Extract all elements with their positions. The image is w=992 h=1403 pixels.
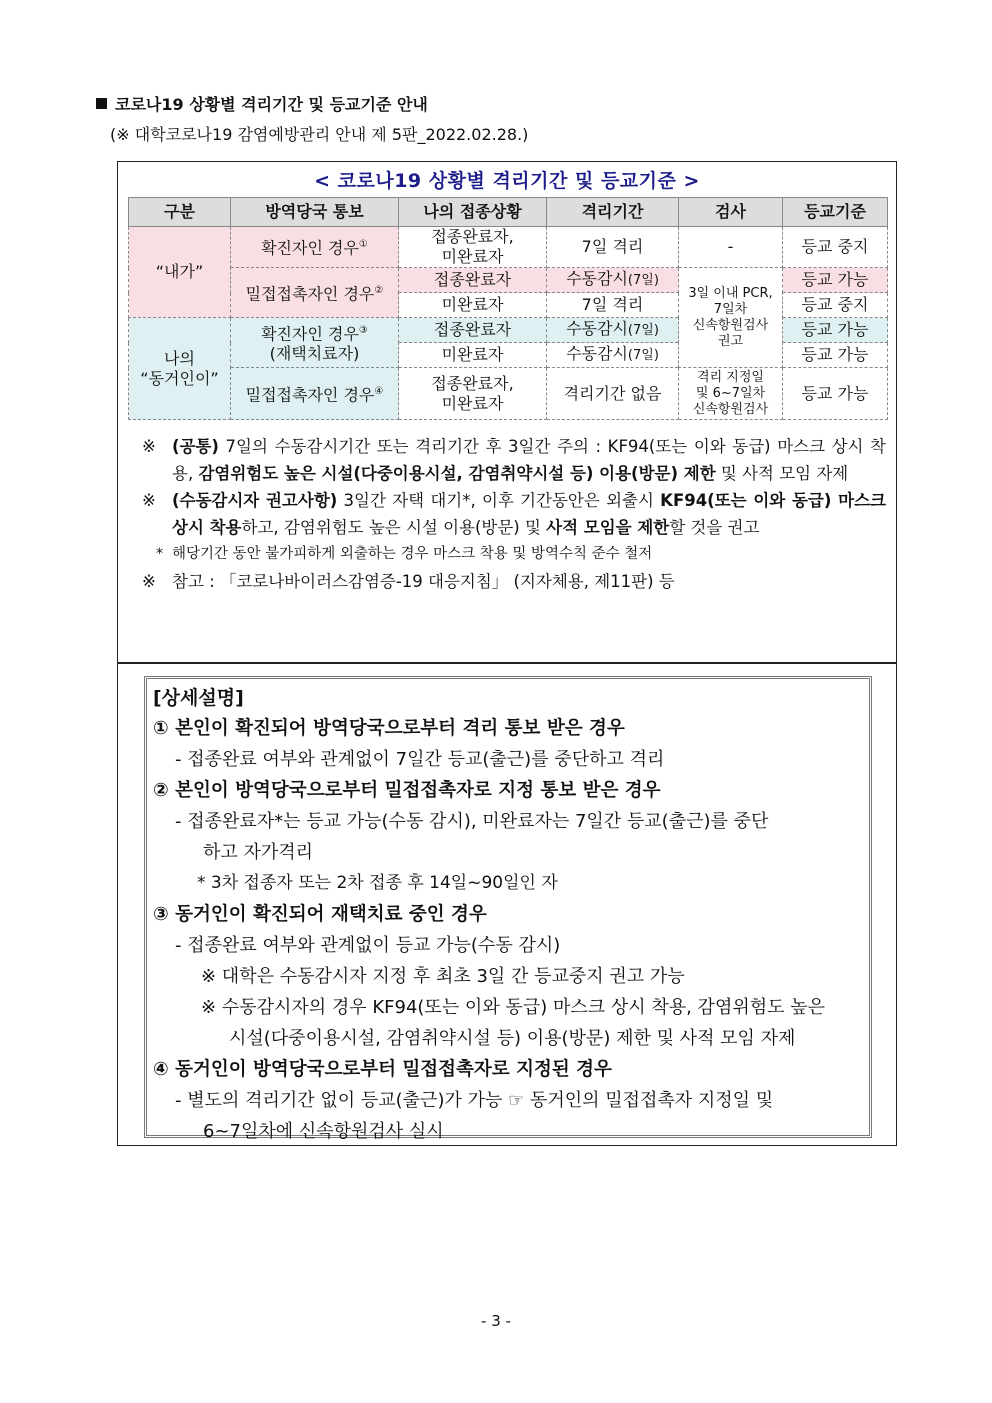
case-2-desc-cont: 하고 자가격리 xyxy=(203,842,314,863)
vax-cell: 미완료자 xyxy=(399,293,547,318)
quarantine-cell: 수동감시(7일) xyxy=(547,318,679,343)
case-4-desc: - 별도의 격리기간 없이 등교(출근)가 가능 ☞ 동거인의 밀접접촉자 지정일 및 xyxy=(175,1090,774,1111)
case-4-desc-cont: 6~7일차에 신속항원검사 실시 xyxy=(203,1121,444,1142)
table-header-row xyxy=(129,198,888,227)
note-footnote: * 해당기간 동안 불가피하게 외출하는 경우 마스크 착용 및 방역수칙 준수 철저 xyxy=(156,546,653,562)
table-row xyxy=(129,268,888,293)
guideline-box xyxy=(117,161,897,663)
test-cell: 3일 이내 PCR, 7일차 신속항원검사 권고 xyxy=(679,268,783,368)
case-3-desc: - 접종완료 여부와 관계없이 등교 가능(수동 감시) xyxy=(175,935,561,956)
detail-title: [상세설명] xyxy=(153,687,244,709)
table-row xyxy=(129,227,888,268)
school-cell: 등교 가능 xyxy=(783,318,888,343)
group-me: “내가” xyxy=(129,227,231,318)
header-cell: 방역당국 통보 xyxy=(231,198,399,227)
school-cell: 등교 중지 xyxy=(783,293,888,318)
vax-cell: 접종완료자, 미완료자 xyxy=(399,227,547,268)
case-2-title: ② 본인이 방역당국으로부터 밀접접촉자로 지정 통보 받은 경우 xyxy=(153,780,661,801)
vax-cell: 미완료자 xyxy=(399,343,547,368)
case-2-footnote: * 3차 접종자 또는 2차 접종 후 14일~90일인 자 xyxy=(197,873,558,893)
school-cell: 등교 가능 xyxy=(783,343,888,368)
case-3-note-1: ※ 대학은 수동감시자 지정 후 최초 3일 간 등교중지 권고 가능 xyxy=(201,966,685,987)
header-cell: 검사 xyxy=(679,198,783,227)
case-1-title: ① 본인이 확진되어 방역당국으로부터 격리 통보 받은 경우 xyxy=(153,718,625,739)
case-3-note-2: ※ 수동감시자의 경우 KF94(또는 이와 동급) 마스크 상시 착용, 감염위험도 높은 xyxy=(201,997,825,1018)
quarantine-cell: 격리기간 없음 xyxy=(547,368,679,420)
vax-cell: 접종완료자, 미완료자 xyxy=(399,368,547,420)
quarantine-cell: 수동감시(7일) xyxy=(547,343,679,368)
quarantine-cell: 7일 격리 xyxy=(547,227,679,268)
header-cell: 구분 xyxy=(129,198,231,227)
school-cell: 등교 중지 xyxy=(783,227,888,268)
section-heading xyxy=(96,92,428,115)
notes-section xyxy=(142,433,886,595)
vax-cell: 접종완료자 xyxy=(399,318,547,343)
test-cell: 격리 지정일 및 6~7일차 신속항원검사 xyxy=(679,368,783,420)
test-cell: - xyxy=(679,227,783,268)
note-common: ※ (공통) 7일의 수동감시기간 또는 격리기간 후 3일간 주의 : KF94(또는 이와 동급) 마스크 상시 착용, 감염위험도 높은 시설(다중이용시설, 감염취약시설 등) 이용(방문) 제한 및 사적 모임 자제 xyxy=(142,437,886,483)
page-number: - 3 - xyxy=(481,1312,511,1330)
case-3-note-2-cont: 시설(다중이용시설, 감염취약시설 등) 이용(방문) 제한 및 사적 모임 자제 xyxy=(229,1028,796,1049)
header-cell: 격리기간 xyxy=(547,198,679,227)
case-cell: 밀접접촉자인 경우② xyxy=(231,268,399,318)
case-2-desc: - 접종완료자*는 등교 가능(수동 감시), 미완료자는 7일간 등교(출근)를 중단 xyxy=(175,811,769,832)
header-cell: 등교기준 xyxy=(783,198,888,227)
case-cell: 확진자인 경우① xyxy=(231,227,399,268)
case-3-title: ③ 동거인이 확진되어 재택치료 중인 경우 xyxy=(153,904,487,925)
table-row xyxy=(129,368,888,420)
square-bullet-icon xyxy=(96,98,107,109)
box-title: < 코로나19 상황별 격리기간 및 등교기준 > xyxy=(314,170,700,192)
heading-text: 코로나19 상황별 격리기간 및 등교기준 안내 xyxy=(115,95,428,114)
case-cell: 밀접접촉자인 경우④ xyxy=(231,368,399,420)
school-cell: 등교 가능 xyxy=(783,368,888,420)
case-cell: 확진자인 경우③ (재택치료자) xyxy=(231,318,399,368)
detail-inner xyxy=(144,676,872,1142)
note-reference: ※ 참고 : 「코로나바이러스감염증-19 대응지침」 (지자체용, 제11판) 등 xyxy=(142,572,675,591)
group-cohabitant: 나의 “동거인이” xyxy=(129,318,231,420)
quarantine-cell: 7일 격리 xyxy=(547,293,679,318)
quarantine-table xyxy=(128,197,888,420)
quarantine-cell: 수동감시(7일) xyxy=(547,268,679,293)
case-4-title: ④ 동거인이 방역당국으로부터 밀접접촉자로 지정된 경우 xyxy=(153,1059,612,1080)
source-note: (※ 대학코로나19 감염예방관리 안내 제 5판_2022.02.28.) xyxy=(110,125,529,144)
vax-cell: 접종완료자 xyxy=(399,268,547,293)
case-1-desc: - 접종완료 여부와 관계없이 7일간 등교(출근)를 중단하고 격리 xyxy=(175,749,665,770)
note-monitor: ※ (수동감시자 권고사항) 3일간 자택 대기*, 이후 기간동안은 외출시 KF94(또는 이와 동급) 마스크 상시 착용하고, 감염위험도 높은 시설 이용(방문) 및 사적 모임을 제한할 것을 권고 xyxy=(142,491,886,537)
school-cell: 등교 가능 xyxy=(783,268,888,293)
header-cell: 나의 접종상황 xyxy=(399,198,547,227)
detail-box xyxy=(117,663,897,1146)
